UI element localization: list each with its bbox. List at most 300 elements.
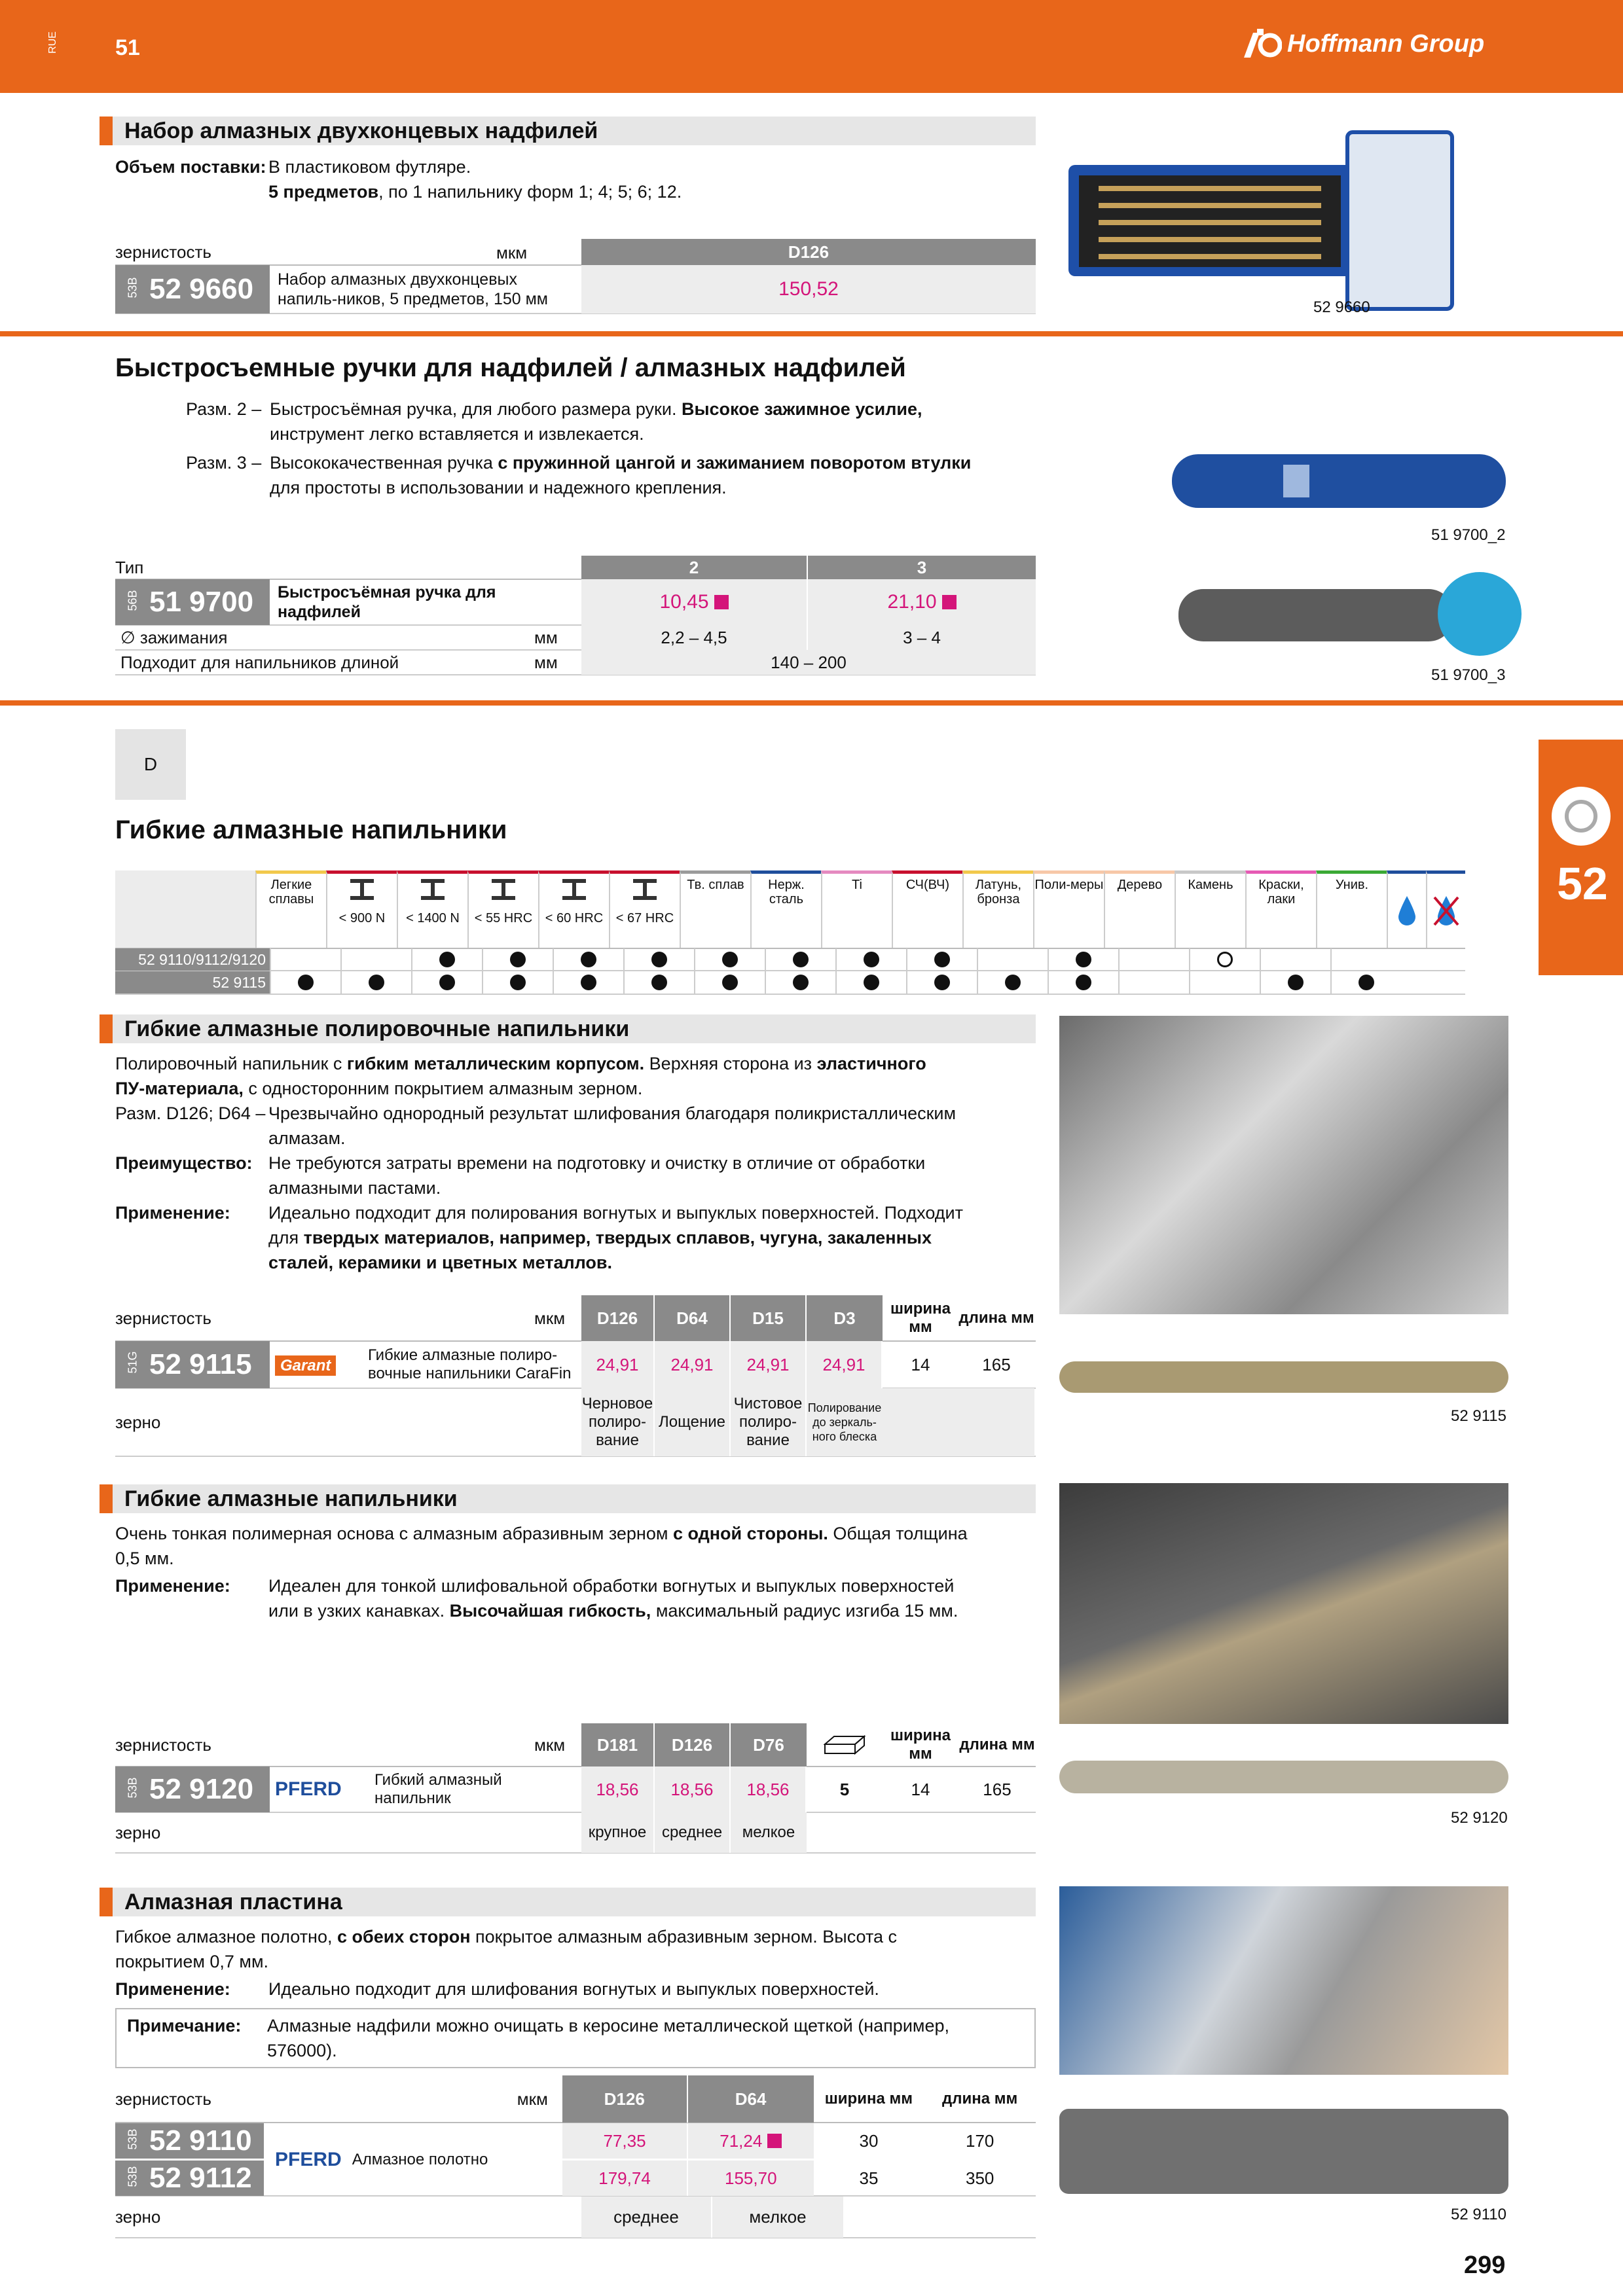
- article-description: Набор алмазных двухконцевых напиль-ников, 5 предметов, 150 мм: [278, 270, 548, 308]
- p1c: Верхняя сторона из: [649, 1054, 812, 1073]
- p1a: Гибкое алмазное полотно,: [115, 1927, 333, 1946]
- article-category: 53B: [126, 276, 139, 298]
- brand-and-description: [270, 2123, 581, 2197]
- material-col-2: [397, 870, 467, 948]
- note-text2: 576000).: [267, 2041, 337, 2060]
- unit-label: мкм: [534, 1734, 566, 1755]
- suitable-dot-icon: [581, 975, 596, 990]
- unit-label: мкм: [534, 1308, 566, 1328]
- suitability-cell: [765, 971, 835, 994]
- chapter-tab[interactable]: [1539, 740, 1623, 975]
- section-letter: D: [115, 729, 186, 800]
- width-value: 14: [911, 1780, 930, 1799]
- material-col-9: [892, 870, 962, 948]
- size3-label: Разм. 3 –: [186, 453, 262, 473]
- width-52-9110: 30: [859, 2131, 879, 2151]
- suitability-cell: [977, 948, 1048, 971]
- col-d3: D3: [807, 1295, 883, 1341]
- hoffmann-logo-icon: [1244, 29, 1282, 59]
- price-size-3: [808, 579, 1036, 625]
- grit-label: зернистость: [115, 1308, 211, 1328]
- suitable-dot-icon: [1288, 975, 1304, 990]
- page-header: [0, 0, 1623, 93]
- grain-d126: Черновое полиро-вание: [581, 1388, 655, 1456]
- wet-use-icon: [1387, 870, 1426, 948]
- application-text1: Идеально подходит для полирования вогнутых и выпуклых поверхностей. Подходит: [268, 1203, 964, 1223]
- price-d126: 24,91: [581, 1341, 655, 1388]
- material-col-3: [467, 870, 538, 948]
- suitability-cell: [1330, 971, 1401, 994]
- col-d15: D15: [731, 1295, 807, 1341]
- col-header-d126: D126: [581, 239, 1036, 265]
- material-label: < 67 HRC: [615, 911, 674, 925]
- article-category: 53B: [126, 2165, 139, 2187]
- p1b: гибким металлическим корпусом.: [346, 1054, 645, 1073]
- article-52-9110: [115, 2123, 264, 2159]
- brand-logo: [1244, 29, 1484, 59]
- material-col-0: [255, 870, 326, 948]
- material-col-6: [680, 870, 750, 948]
- page-code: 51: [115, 35, 140, 60]
- suitability-cell: [835, 948, 906, 971]
- width-value: 14: [911, 1355, 930, 1374]
- suitability-cell: [340, 971, 411, 994]
- suitable-dot-icon: [934, 975, 950, 990]
- note-box: [115, 2008, 1036, 2068]
- suitability-cell: [1118, 971, 1189, 994]
- suitability-cell: [623, 948, 694, 971]
- price-value: 10,45: [659, 591, 709, 613]
- price-52-9110-d64: [688, 2123, 814, 2159]
- p1e: ПУ-материала,: [115, 1079, 244, 1098]
- blue-handle-image: [1165, 445, 1519, 517]
- article-number: 52 9120: [149, 1773, 254, 1805]
- suitability-cell: [1330, 948, 1401, 971]
- grain-d64: мелкое: [712, 2196, 843, 2238]
- article-52-9112: [115, 2161, 264, 2196]
- section-title-text: Гибкие алмазные напильники: [124, 1486, 458, 1511]
- suitability-cell: [1189, 971, 1260, 994]
- size3-bold: с пружинной цангой и зажиманием поворотом втулки: [498, 453, 972, 473]
- unit-label: мкм: [517, 2089, 548, 2109]
- advantage-text1: Не требуются затраты времени на подготовку и очистку в отличие от обработки: [268, 1153, 926, 1173]
- grinding-wheel-icon: [1552, 787, 1611, 846]
- grain-d76: мелкое: [731, 1812, 807, 1853]
- grain-label: зерно: [115, 1412, 161, 1432]
- suitable-dot-icon: [369, 975, 384, 990]
- type-label: Тип: [115, 557, 144, 577]
- price-d181: 18,56: [581, 1767, 655, 1812]
- price-d15: 24,91: [731, 1341, 807, 1388]
- suitability-cell: [623, 971, 694, 994]
- material-label: Легкие сплавы: [268, 878, 314, 906]
- suitability-row-9115: [270, 971, 1401, 994]
- file-set-case-image: [1059, 126, 1465, 315]
- suitability-cell: [906, 948, 977, 971]
- grit-label: зернистость: [115, 1734, 211, 1755]
- price-52-9112-d126: 179,74: [562, 2161, 688, 2196]
- application-text2c: максимальный радиус изгиба 15 мм.: [655, 1601, 958, 1621]
- grain-d181: крупное: [581, 1812, 655, 1853]
- size2-line2: инструмент легко вставляется и извлекается.: [270, 424, 644, 444]
- size2-label: Разм. 2 –: [186, 399, 262, 419]
- application-label: Применение:: [115, 1203, 230, 1223]
- length-52-9110: 170: [965, 2131, 994, 2151]
- grain-d126: среднее: [581, 2196, 712, 2238]
- unit-label: мкм: [496, 243, 528, 262]
- article-number: 52 9660: [149, 273, 254, 305]
- handle-photo-size-2: [1165, 445, 1519, 517]
- material-label: Тв. сплав: [687, 878, 744, 892]
- steel-beam-icon: [561, 878, 587, 905]
- grit-label: зернистость: [115, 2089, 211, 2109]
- p1a: Очень тонкая полимерная основа с алмазным абразивным зерном: [115, 1524, 668, 1543]
- diamond-plate-usage-photo: [1059, 1886, 1508, 2075]
- article-52-9660: [115, 265, 270, 314]
- material-col-12: [1104, 870, 1175, 948]
- suitability-cell: [906, 971, 977, 994]
- article-description: Гибкие алмазные полиро-вочные напильники CaraFin: [368, 1346, 572, 1382]
- clamp-size-3: 3 – 4: [808, 625, 1036, 650]
- application-text2a: для: [268, 1228, 299, 1247]
- suitability-cell: [1118, 948, 1189, 971]
- suitable-dot-icon: [1076, 975, 1091, 990]
- material-label: Краски, лаки: [1258, 878, 1304, 906]
- suitability-cell: [270, 948, 340, 971]
- price-52-9660: 150,52: [581, 265, 1036, 314]
- row-label-9110-9112-9120: 52 9110/9112/9120: [115, 948, 270, 971]
- length-label: Подходит для напильников длиной: [120, 652, 399, 672]
- suitable-dot-icon: [581, 952, 596, 967]
- col-d126: D126: [655, 1723, 731, 1767]
- price-d126: 18,56: [655, 1767, 731, 1812]
- p1a: Полировочный напильник с: [115, 1054, 342, 1073]
- steel-beam-icon: [420, 878, 446, 905]
- row-label-9115: 52 9115: [115, 971, 270, 994]
- article-category: 53B: [126, 2128, 139, 2149]
- grain-label: зерно: [115, 2206, 161, 2227]
- suitability-cell: [270, 971, 340, 994]
- suitability-cell: [340, 948, 411, 971]
- p1c: Общая толщина: [833, 1524, 968, 1543]
- scope-of-delivery: [115, 154, 1032, 204]
- suitability-cell: [411, 948, 482, 971]
- p1d: эластичного: [816, 1054, 926, 1073]
- grain-d3: Полирование до зеркаль-ного блеска: [807, 1388, 883, 1456]
- material-col-10: [962, 870, 1033, 948]
- flexible-files-description: [115, 1521, 1045, 1623]
- suitable-dot-icon: [864, 952, 879, 967]
- application-text2b: Высочайшая гибкость,: [449, 1601, 651, 1621]
- section-divider: [0, 700, 1623, 706]
- suitability-cell: [835, 971, 906, 994]
- suitability-cell: [1048, 971, 1118, 994]
- application-text2a: или в узких канавках.: [268, 1601, 445, 1621]
- col-width: ширина мм: [890, 1300, 951, 1336]
- flexible-files-heading: Гибкие алмазные напильники: [115, 816, 507, 844]
- advantage-label: Преимущество:: [115, 1153, 253, 1173]
- polishing-usage-photo: [1059, 1016, 1508, 1314]
- article-category: 56B: [126, 589, 139, 611]
- material-label: Дерево: [1117, 878, 1163, 892]
- scope-count: 5 предметов: [268, 182, 379, 202]
- material-label: Унив.: [1335, 878, 1369, 892]
- suitable-dot-icon: [1005, 975, 1021, 990]
- grain-d64: Лощение: [655, 1388, 731, 1456]
- grid-corner: [115, 870, 255, 948]
- advantage-text2: алмазными пастами.: [268, 1178, 441, 1198]
- grain-label: зерно: [115, 1822, 161, 1842]
- scope-line1: В пластиковом футляре.: [268, 157, 471, 177]
- length-value: 165: [982, 1355, 1011, 1374]
- col-d126: D126: [581, 1295, 655, 1341]
- article-description: Алмазное полотно: [352, 2151, 488, 2168]
- suitability-cell: [411, 971, 482, 994]
- suitability-cell: [553, 948, 623, 971]
- material-col-8: [821, 870, 892, 948]
- article-category: 53B: [126, 1776, 139, 1798]
- photo-caption-52-9110: 52 9110: [1451, 2206, 1506, 2223]
- col-d76: D76: [731, 1723, 807, 1767]
- article-number: 52 9115: [149, 1348, 252, 1380]
- material-label: Нерж. сталь: [768, 878, 805, 906]
- material-col-4: [538, 870, 609, 948]
- section-title-diamond-plate: [100, 1888, 1036, 1916]
- handles-heading: Быстросъемные ручки для надфилей / алмазных надфилей: [115, 353, 906, 382]
- file-photo-52-9110: [1059, 2109, 1508, 2194]
- suitable-dot-icon: [1359, 975, 1374, 990]
- suitability-row-9110: [270, 948, 1401, 971]
- brand-name: Garant: [275, 1355, 336, 1376]
- article-52-9120: [115, 1767, 270, 1812]
- suitability-cell: [694, 948, 765, 971]
- clamp-label: ∅ зажимания: [120, 627, 228, 647]
- article-number: 52 9110: [149, 2125, 252, 2157]
- width-52-9112: 35: [859, 2168, 879, 2188]
- col-d181: D181: [581, 1723, 655, 1767]
- suitability-cell: [765, 948, 835, 971]
- chapter-number: 52: [1557, 858, 1608, 909]
- pferd-brand-logo: PFERD: [275, 2149, 342, 2170]
- length-unit: мм: [534, 652, 558, 672]
- price-size-2: [581, 579, 808, 625]
- suitable-dot-icon: [510, 975, 526, 990]
- p1b: с одной стороны.: [672, 1524, 828, 1543]
- material-label: < 60 HRC: [545, 911, 604, 925]
- material-col-13: [1175, 870, 1245, 948]
- table-polishing-files: [115, 1296, 1036, 1457]
- p1f: с односторонним покрытием алмазным зерном.: [248, 1079, 643, 1098]
- material-col-11: [1033, 870, 1104, 948]
- application-label: Применение:: [115, 1576, 230, 1596]
- suitable-dot-icon: [1076, 952, 1091, 967]
- price-52-9112-d64: 155,70: [688, 2161, 814, 2196]
- col-d126: D126: [562, 2075, 688, 2123]
- application-text1: Идеален для тонкой шлифовальной обработки вогнутых и выпуклых поверхностей: [268, 1576, 955, 1596]
- grey-handle-image: [1172, 569, 1525, 661]
- suitable-dot-icon: [439, 975, 455, 990]
- clamp-unit: мм: [534, 627, 558, 647]
- partly-suitable-dot-icon: [1217, 952, 1233, 967]
- material-label: Латунь, бронза: [975, 878, 1022, 906]
- grit-label: зернистость: [115, 242, 211, 262]
- price-d3: 24,91: [807, 1341, 883, 1388]
- file-photo-52-9120: [1059, 1761, 1508, 1793]
- suitable-dot-icon: [651, 952, 667, 967]
- table-diamond-plate: [115, 2076, 1036, 2238]
- article-number: 52 9112: [149, 2162, 252, 2194]
- suitability-cell: [553, 971, 623, 994]
- article-number: 51 9700: [149, 586, 254, 618]
- length-value: 165: [983, 1780, 1012, 1799]
- suitability-cell: [482, 971, 553, 994]
- size2-text: Быстросъёмная ручка, для любого размера руки.: [270, 399, 677, 419]
- material-suitability-table: [115, 870, 1465, 995]
- suitable-dot-icon: [651, 975, 667, 990]
- suitability-cell: [1048, 948, 1118, 971]
- net-price-marker-icon: [767, 2134, 782, 2148]
- application-text3: сталей, керамики и цветных металлов.: [268, 1253, 613, 1272]
- suitable-dot-icon: [934, 952, 950, 967]
- suitable-dot-icon: [298, 975, 314, 990]
- col-size-3: 3: [808, 556, 1036, 579]
- section-title-flexible-files: [100, 1484, 1036, 1513]
- p1d: покрытием 0,7 мм.: [115, 1952, 269, 1971]
- suitable-dot-icon: [793, 975, 809, 990]
- article-description: Быстросъёмная ручка для надфилей: [278, 583, 496, 621]
- section-title-text: Набор алмазных двухконцевых надфилей: [124, 118, 598, 143]
- suitable-dot-icon: [722, 952, 738, 967]
- material-col-5: [609, 870, 680, 948]
- photo-caption-52-9120: 52 9120: [1451, 1809, 1508, 1827]
- flexible-file-usage-photo: [1059, 1483, 1508, 1724]
- polishing-description: [115, 1051, 1045, 1275]
- price-value: 21,10: [887, 591, 937, 613]
- suitable-dot-icon: [722, 975, 738, 990]
- size-text1: Чрезвычайно однородный результат шлифования благодаря поликристаллическим: [268, 1103, 957, 1123]
- article-description: Гибкий алмазный напильник: [374, 1771, 502, 1807]
- pferd-brand-logo: [270, 1778, 374, 1801]
- article-52-9115: [115, 1341, 270, 1388]
- material-label: < 1400 N: [406, 911, 460, 925]
- suitable-dot-icon: [864, 975, 879, 990]
- brand-name: PFERD: [275, 1778, 342, 1800]
- note-label: Примечание:: [127, 2016, 242, 2036]
- table-handles: [115, 556, 1036, 675]
- photo-caption-52-9115: 52 9115: [1451, 1407, 1506, 1425]
- size-label: Разм. D126; D64 –: [115, 1103, 266, 1123]
- col-d64: D64: [655, 1295, 731, 1341]
- application-text2b: твердых материалов, например, твердых сплавов, чугуна, закаленных: [303, 1228, 932, 1247]
- size-text2: алмазам.: [268, 1128, 346, 1148]
- section-title-text: Алмазная пластина: [124, 1889, 342, 1914]
- steel-beam-icon: [632, 878, 658, 905]
- col-length: длина мм: [958, 1309, 1034, 1327]
- clamp-size-2: 2,2 – 4,5: [581, 625, 808, 650]
- table-diamond-set: [115, 240, 1036, 314]
- material-label: < 900 N: [338, 911, 386, 925]
- price-d64: 24,91: [655, 1341, 731, 1388]
- grain-d15: Чистовое полиро-вание: [731, 1388, 807, 1456]
- material-label: Камень: [1188, 878, 1233, 892]
- steel-beam-icon: [490, 878, 517, 905]
- col-length: длина мм: [942, 2090, 1018, 2108]
- col-width: ширина мм: [890, 1727, 951, 1763]
- length-52-9112: 350: [965, 2168, 994, 2188]
- col-d64: D64: [688, 2075, 814, 2123]
- note-text1: Алмазные надфили можно очищать в керосине металлической щеткой (например,: [267, 2016, 949, 2036]
- material-label: Поли-меры: [1034, 878, 1104, 892]
- photo-caption-51-9700-2: 51 9700_2: [1431, 526, 1506, 544]
- dry-use-icon: [1426, 870, 1465, 948]
- photo-caption-51-9700-3: 51 9700_3: [1431, 666, 1506, 684]
- scope-label: Объем поставки:: [115, 157, 266, 177]
- size3-text: Высококачественная ручка: [270, 453, 493, 473]
- article-category: 51G: [126, 1350, 139, 1373]
- col-size-2: 2: [581, 556, 808, 579]
- garant-brand-logo: [270, 1355, 368, 1375]
- length-value: 140 – 200: [581, 650, 1036, 675]
- table-flexible-files: [115, 1724, 1036, 1854]
- diamond-plate-description: [115, 1924, 1045, 2001]
- handle-photo-size-3: [1172, 569, 1525, 661]
- steel-beam-icon: [349, 878, 375, 905]
- file-photo-52-9115: [1059, 1361, 1508, 1393]
- suitable-dot-icon: [439, 952, 455, 967]
- price-d76: 18,56: [731, 1767, 807, 1812]
- suitable-dot-icon: [793, 952, 809, 967]
- suitability-cell: [1189, 948, 1260, 971]
- col-width: ширина мм: [824, 2090, 913, 2108]
- suitability-cell: [694, 971, 765, 994]
- suitability-cell: [482, 948, 553, 971]
- size2-bold: Высокое зажимное усилие,: [681, 399, 922, 419]
- col-length: длина мм: [959, 1736, 1035, 1753]
- suitable-dot-icon: [510, 952, 526, 967]
- application-text: Идеально подходит для шлифования вогнутых и выпуклых поверхностей.: [268, 1979, 879, 1999]
- p1c: покрытое алмазным абразивным зерном. Высота с: [475, 1927, 898, 1946]
- material-label: СЧ(ВЧ): [905, 878, 950, 892]
- material-headers: [255, 870, 1387, 948]
- handles-description: [186, 397, 1050, 500]
- section-title-text: Гибкие алмазные полировочные напильники: [124, 1016, 630, 1041]
- material-col-14: [1245, 870, 1316, 948]
- brand-name: Hoffmann Group: [1287, 29, 1485, 58]
- material-col-7: [750, 870, 821, 948]
- material-col-1: [326, 870, 397, 948]
- suitability-cell: [977, 971, 1048, 994]
- suitability-cell: [1260, 971, 1330, 994]
- grain-d126: среднее: [655, 1812, 731, 1853]
- article-51-9700: [115, 579, 270, 625]
- section-divider: [0, 331, 1623, 336]
- net-price-marker-icon: [714, 595, 729, 609]
- page-number: 299: [1464, 2251, 1506, 2279]
- thickness-value: 5: [839, 1780, 850, 1799]
- net-price-marker-icon: [942, 595, 957, 609]
- suitability-cell: [1260, 948, 1330, 971]
- photo-caption-52-9660: 52 9660: [1313, 298, 1370, 316]
- scope-forms: , по 1 напильнику форм 1; 4; 5; 6; 12.: [378, 182, 682, 202]
- p1b: с обеих сторон: [337, 1927, 471, 1946]
- language-code: RUE: [46, 31, 58, 54]
- material-label: < 55 HRC: [474, 911, 533, 925]
- section-title-diamond-set: [100, 117, 1036, 145]
- material-col-15: [1316, 870, 1387, 948]
- product-photo-52-9660: [1059, 126, 1465, 315]
- material-label: Ti: [851, 878, 862, 892]
- section-title-polishing: [100, 1014, 1036, 1043]
